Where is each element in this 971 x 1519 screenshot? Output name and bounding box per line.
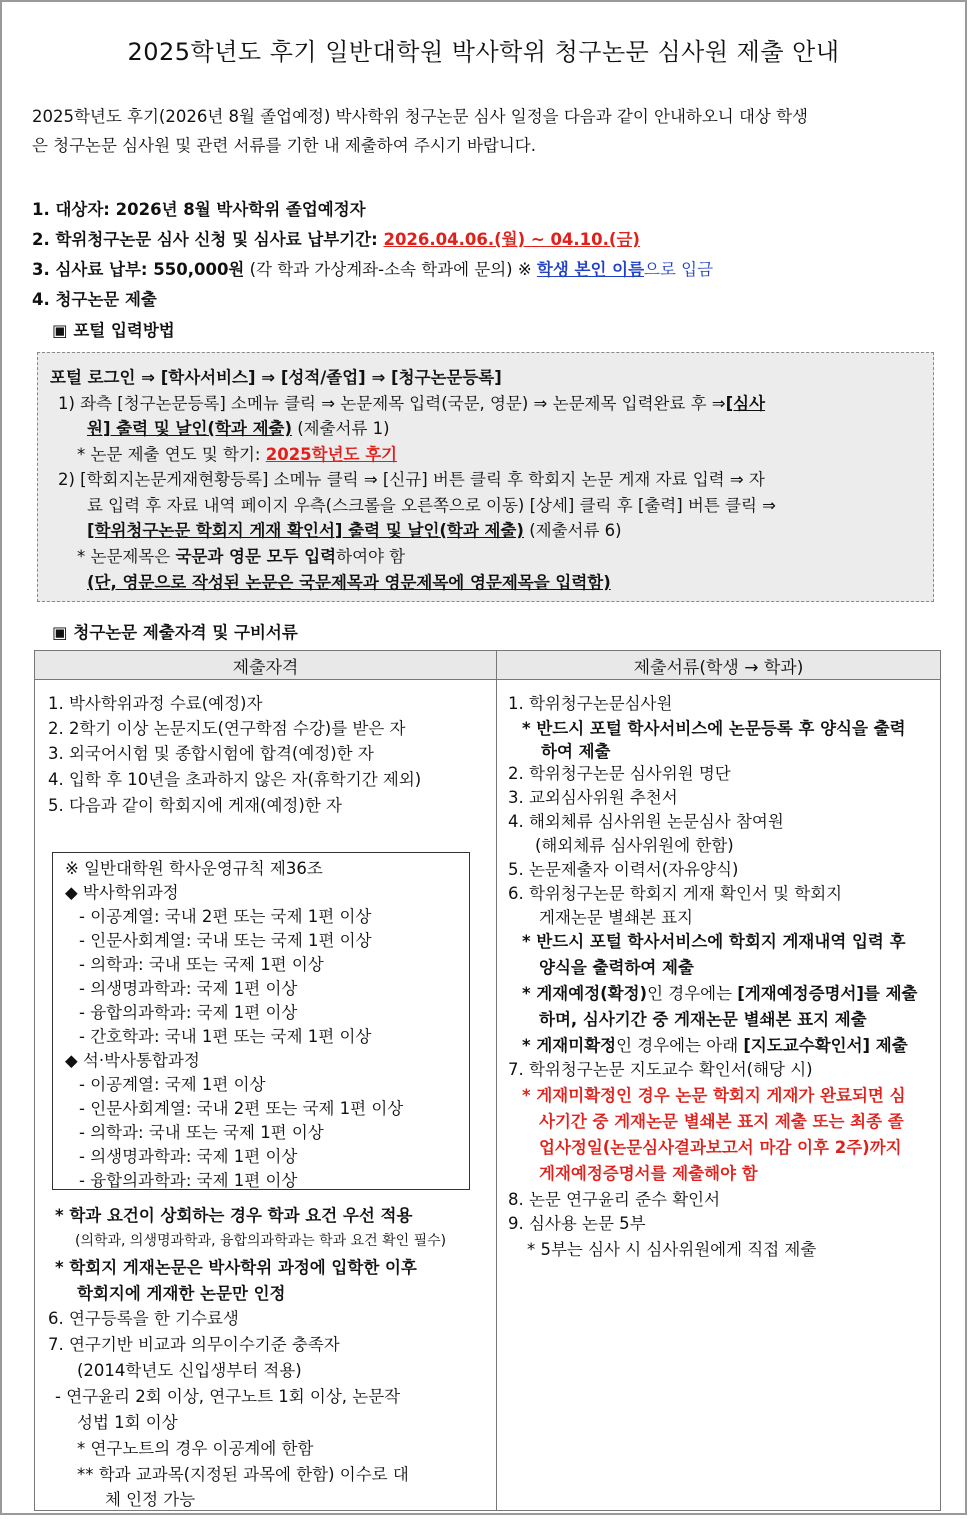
step2-note-b: 국문과 영문 모두 입력 <box>175 547 337 566</box>
portal-step2-note <box>77 543 405 567</box>
doc-item: 4. 해외체류 심사위원 논문심사 참여원 <box>508 812 784 831</box>
qual-item: 6. 연구등록을 한 기수료생 <box>48 1309 239 1328</box>
doc-note: 하며, 심사기간 중 게재논문 별쇄본 표지 제출 <box>539 1010 867 1029</box>
qual-item: 7. 연구기반 비교과 의무이수기준 충족자 <box>48 1335 340 1354</box>
reg-line: - 의학과: 국내 또는 국제 1편 이상 <box>79 955 324 974</box>
doc-note-text: 인 경우에는 아래 <box>616 1036 744 1055</box>
fee-name: 학생 본인 이름 <box>536 260 645 279</box>
doc-note: * 반드시 포털 학사서비스에 학회지 게재내역 입력 후 <box>522 932 906 951</box>
step2-emph: [학위청구논문 학회지 게재 확인서] 출력 및 날인(학과 제출) <box>87 521 524 540</box>
doc-item: 게재논문 별쇄본 표지 <box>539 908 693 927</box>
portal-heading: ▣ 포털 입력방법 <box>52 321 175 340</box>
doc-item: 6. 학위청구논문 학회지 게재 확인서 및 학회지 <box>508 884 843 903</box>
doc-note: 양식을 출력하여 제출 <box>539 958 694 977</box>
reg-line: ◆ 박사학위과정 <box>65 883 179 902</box>
doc-note: 하여 제출 <box>541 742 611 761</box>
item-period <box>32 226 640 250</box>
doc-note-text: 인 경우에는 <box>647 984 738 1003</box>
doc-note-emph: * 게재예정(확정) <box>522 984 648 1003</box>
qual-item: * 연구노트의 경우 이공계에 한함 <box>77 1439 314 1458</box>
fee-note: (각 학과 가상계좌-소속 학과에 문의) ※ <box>244 260 537 279</box>
portal-step2-cont: 료 입력 후 자료 내역 페이지 우측(스크롤을 오른쪽으로 이동) [상세] 클릭 후 [출력] 버튼 클릭 ⇒ <box>87 496 776 515</box>
doc-note <box>522 1032 908 1056</box>
qual-note-small: (의학과, 의생명과학과, 융합의과학과는 학과 요건 확인 필수) <box>75 1233 447 1249</box>
page-title: 2025학년도 후기 일반대학원 박사학위 청구논문 심사원 제출 안내 <box>127 38 840 66</box>
period-date: 2026.04.06.(월) ~ 04.10.(금) <box>383 230 640 249</box>
doc-warning: 게재예정증명서를 제출해야 함 <box>539 1164 758 1183</box>
doc-note: * 반드시 포털 학사서비스에 논문등록 후 양식을 출력 <box>522 719 906 738</box>
doc-item: 3. 교외심사위원 추천서 <box>508 788 678 807</box>
table-header-qualification: 제출자격 <box>35 651 497 680</box>
doc-item: 2. 학위청구논문 심사위원 명단 <box>508 764 731 783</box>
qual-item: 성법 1회 이상 <box>77 1413 178 1432</box>
qual-item: 4. 입학 후 10년을 초과하지 않은 자(휴학기간 제외) <box>48 770 422 789</box>
doc-item: 8. 논문 연구윤리 준수 확인서 <box>508 1190 721 1209</box>
doc-item: 9. 심사용 논문 5부 <box>508 1214 646 1233</box>
doc-warning: 업사정일(논문심사결과보고서 마감 이후 2주)까지 <box>539 1138 902 1157</box>
reg-line: - 의학과: 국내 또는 국제 1편 이상 <box>79 1123 324 1142</box>
doc-warning: * 게재미확정인 경우 논문 학회지 게재가 완료되면 심 <box>522 1086 906 1105</box>
portal-step1-note <box>77 441 397 465</box>
portal-step2-cont2 <box>87 517 622 541</box>
reg-line: - 인문사회계열: 국내 2편 또는 국제 1편 이상 <box>79 1099 404 1118</box>
doc-warning: 사기간 중 게재논문 별쇄본 표지 제출 또는 최종 졸 <box>539 1112 904 1131</box>
doc-item: (해외체류 심사위원에 한함) <box>535 836 734 855</box>
reg-line: - 간호학과: 국내 1편 또는 국제 1편 이상 <box>79 1027 372 1046</box>
doc-item: 1. 학위청구논문심사원 <box>508 694 673 713</box>
step1-emph: [심사 <box>725 394 766 413</box>
doc-note <box>522 980 918 1004</box>
regulation-box <box>52 852 470 1190</box>
documents-cell <box>497 680 941 1511</box>
portal-path: 포털 로그인 ⇒ [학사서비스] ⇒ [성적/졸업] ⇒ [청구논문등록] <box>50 368 502 387</box>
doc-note-emph: * 게재미확정 <box>522 1036 617 1055</box>
step1-note-text: * 논문 제출 연도 및 학기: <box>77 445 266 464</box>
portal-step1-cont <box>87 415 390 439</box>
qual-note: 학회지에 게재한 논문만 인정 <box>77 1284 286 1303</box>
reg-line: - 이공계열: 국제 1편 이상 <box>79 1075 266 1094</box>
step2-doc: (제출서류 6) <box>523 521 622 540</box>
reg-line: - 인문사회계열: 국내 또는 국제 1편 이상 <box>79 931 372 950</box>
fee-label: 3. 심사료 납부: 550,000원 <box>32 260 245 279</box>
qual-item: (2014학년도 신입생부터 적용) <box>77 1361 302 1380</box>
item-target: 1. 대상자: 2026년 8월 박사학위 졸업예정자 <box>32 200 366 219</box>
qual-item: 5. 다음과 같이 학회지에 게재(예정)한 자 <box>48 796 342 815</box>
reg-line: - 의생명과학과: 국제 1편 이상 <box>79 979 298 998</box>
qual-note: * 학과 요건이 상회하는 경우 학과 요건 우선 적용 <box>55 1206 413 1225</box>
qual-item: 3. 외국어시험 및 종합시험에 합격(예정)한 자 <box>48 744 374 763</box>
section2-heading: ▣ 청구논문 제출자격 및 구비서류 <box>52 623 298 642</box>
qual-note: * 학회지 게재논문은 박사학위 과정에 입학한 이후 <box>55 1258 417 1277</box>
doc-note: * 5부는 심사 시 심사위원에게 직접 제출 <box>527 1240 817 1259</box>
qualification-cell <box>35 680 497 1511</box>
reg-line: - 융합의과학과: 국제 1편 이상 <box>79 1171 298 1190</box>
portal-step2: 2) [학회지논문게재현황등록] 소메뉴 클릭 ⇒ [신규] 버튼 클릭 후 학회지 논문 게재 자료 입력 ⇒ 자 <box>58 470 765 489</box>
step1-text: 1) 좌측 [청구논문등록] 소메뉴 클릭 ⇒ 논문제목 입력(국문, 영문) ⇒ 논문제목 입력완료 후 ⇒ <box>58 394 726 413</box>
portal-instructions-box <box>37 352 934 602</box>
step1-doc: (제출서류 1) <box>292 419 390 438</box>
qual-item: - 연구윤리 2회 이상, 연구노트 1회 이상, 논문작 <box>55 1387 401 1406</box>
reg-line: - 의생명과학과: 국제 1편 이상 <box>79 1147 298 1166</box>
reg-line: - 이공계열: 국내 2편 또는 국제 1편 이상 <box>79 907 372 926</box>
doc-note-emph: [게재예정증명서]를 제출 <box>737 984 918 1003</box>
item-submit: 4. 청구논문 제출 <box>32 290 157 309</box>
requirements-table <box>34 650 941 1511</box>
qual-item: ** 학과 교과목(지정된 과목에 한함) 이수로 대 <box>77 1465 409 1484</box>
step2-note-a: * 논문제목은 <box>77 547 176 566</box>
doc-item: 7. 학위청구논문 지도교수 확인서(해당 시) <box>508 1060 813 1079</box>
portal-step2-note2: (단, 영문으로 작성된 논문은 국문제목과 영문제목에 영문제목을 입력함) <box>87 573 611 592</box>
table-header-documents: 제출서류(학생 → 학과) <box>497 651 941 680</box>
reg-line: ※ 일반대학원 학사운영규칙 제36조 <box>65 859 323 878</box>
qual-item: 1. 박사학위과정 수료(예정)자 <box>48 694 263 713</box>
period-label: 2. 학위청구논문 심사 신청 및 심사료 납부기간: <box>32 230 384 249</box>
item-fee <box>32 256 713 280</box>
qual-item: 2. 2학기 이상 논문지도(연구학점 수강)를 받은 자 <box>48 719 406 738</box>
fee-end: 으로 입금 <box>644 260 714 279</box>
qual-item: 체 인정 가능 <box>105 1490 196 1509</box>
intro-line: 은 청구논문 심사원 및 관련 서류를 기한 내 제출하여 주시기 바랍니다. <box>32 136 536 155</box>
step1-note-term: 2025학년도 후기 <box>265 445 398 464</box>
step1-emph2: 원] 출력 및 날인(학과 제출) <box>87 419 292 438</box>
reg-line: - 융합의과학과: 국제 1편 이상 <box>79 1003 298 1022</box>
doc-note-emph: [지도교수확인서] 제출 <box>743 1036 908 1055</box>
portal-step1 <box>58 390 765 414</box>
intro-paragraph <box>32 102 940 160</box>
reg-line: ◆ 석·박사통합과정 <box>65 1051 200 1070</box>
intro-line: 2025학년도 후기(2026년 8월 졸업예정) 박사학위 청구논문 심사 일정을 다음과 같이 안내하오니 대상 학생 <box>32 107 808 126</box>
doc-item: 5. 논문제출자 이력서(자유양식) <box>508 860 739 879</box>
step2-note-c: 하여야 함 <box>336 547 406 566</box>
